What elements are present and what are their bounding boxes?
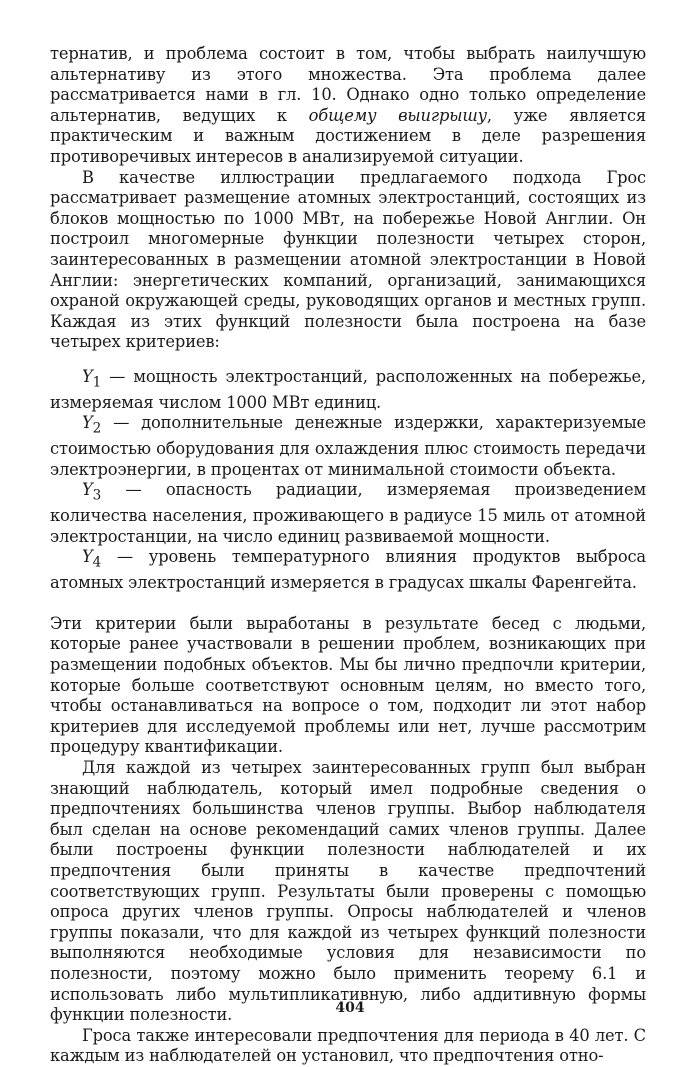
criterion-y4	[50, 547, 646, 593]
criterion-text: — дополнительные денежные издержки, характеризуемые стоимостью оборудования для охлаждения плюс стоимость передачи электроэнергии, в процентах от минимальной стоимости объекта.	[50, 413, 646, 479]
criterion-subscript: 3	[92, 487, 102, 504]
criterion-text: — мощность электростанций, расположенных на побережье, измеряемая числом 1000 МВт единиц.	[50, 366, 646, 412]
paragraph-forty-years: Гроса также интересовали предпочтения для периода в 40 лет. С каждым из наблюдателей он установил, что предпочтения отно-	[50, 1025, 646, 1066]
criterion-symbol: Y	[82, 547, 93, 567]
criterion-symbol: Y	[82, 366, 93, 386]
page-number: 404	[335, 1000, 365, 1016]
paragraph-criteria-origin: Эти критерии были выработаны в результате бесед с людьми, которые ранее участвовали в решении проблем, возникающих при размещении подобных объектов. Мы бы лично предпочли критерии, которые больше соответствуют основным целям, но вместо того, чтобы останавливаться на вопросе о том, подходит ли этот набор критериев для исследуемой проблемы или нет, лучше рассмотрим процедуру квантификации.	[50, 613, 646, 757]
paragraph-observers: Для каждой из четырех заинтересованных групп был выбран знающий наблюдатель, который имел подробные сведения о предпочтениях большинства членов группы. Выбор наблюдателя был сделан на основе рекомендаций самих членов группы. Далее были построены функции полезности наблюдателей и их предпочтения были приняты в качестве предпочтений соответствующих групп. Результаты были проверены с помощью опроса других членов группы. Опросы наблюдателей и членов группы показали, что для каждой из четырех функций полезности выполняются необходимые условия для независимости по полезности, поэтому можно было применить теорему 6.1 и использовать либо мультипликативную, либо аддитивную формы функции полезности.	[50, 758, 646, 1025]
page-text	[50, 44, 646, 1067]
paragraph-gros-example: В качестве иллюстрации предлагаемого подхода Грос рассматривает размещение атомных электростанций, состоящих из блоков мощностью по 1000 МВт, на побережье Новой Англии. Он построил многомерные функции полезности четырех сторон, заинтересованных в размещении атомной электростанции в Новой Англии: энергетических компаний, организаций, занимающихся охраной окружающей среды, руководящих органов и местных групп. Каждая из этих функций полезности была построена на базе четырех критериев:	[50, 167, 646, 352]
emphasis-text: общему выигрышу	[308, 105, 487, 125]
criterion-y2	[50, 413, 646, 480]
criterion-text: — опасность радиации, измеряемая произведением количества населения, проживающего в радиусе 15 миль от атомной электростанции, на число единиц развиваемой мощности.	[50, 480, 646, 546]
criterion-subscript: 2	[92, 420, 102, 437]
criterion-symbol: Y	[82, 480, 93, 500]
criterion-text: — уровень температурного влияния продуктов выброса атомных электростанций измеряется в градусах шкалы Фаренгейта.	[50, 547, 646, 593]
criterion-y1	[50, 367, 646, 413]
criterion-subscript: 4	[92, 554, 102, 571]
paragraph-continued: тернатив, и проблема состоит в том, чтобы выбрать наилучшую альтернативу из этого множества. Эта проблема далее рассматривается нами в гл. 10. Однако одно только определение альтернатив, ведущих к общему выигрышу, уже является практическим и важным достижением в деле разрешения противоречивых интересов в анализируемой ситуации.	[50, 44, 646, 166]
criterion-y3	[50, 480, 646, 547]
criterion-symbol: Y	[82, 413, 93, 433]
criterion-subscript: 1	[92, 374, 102, 391]
